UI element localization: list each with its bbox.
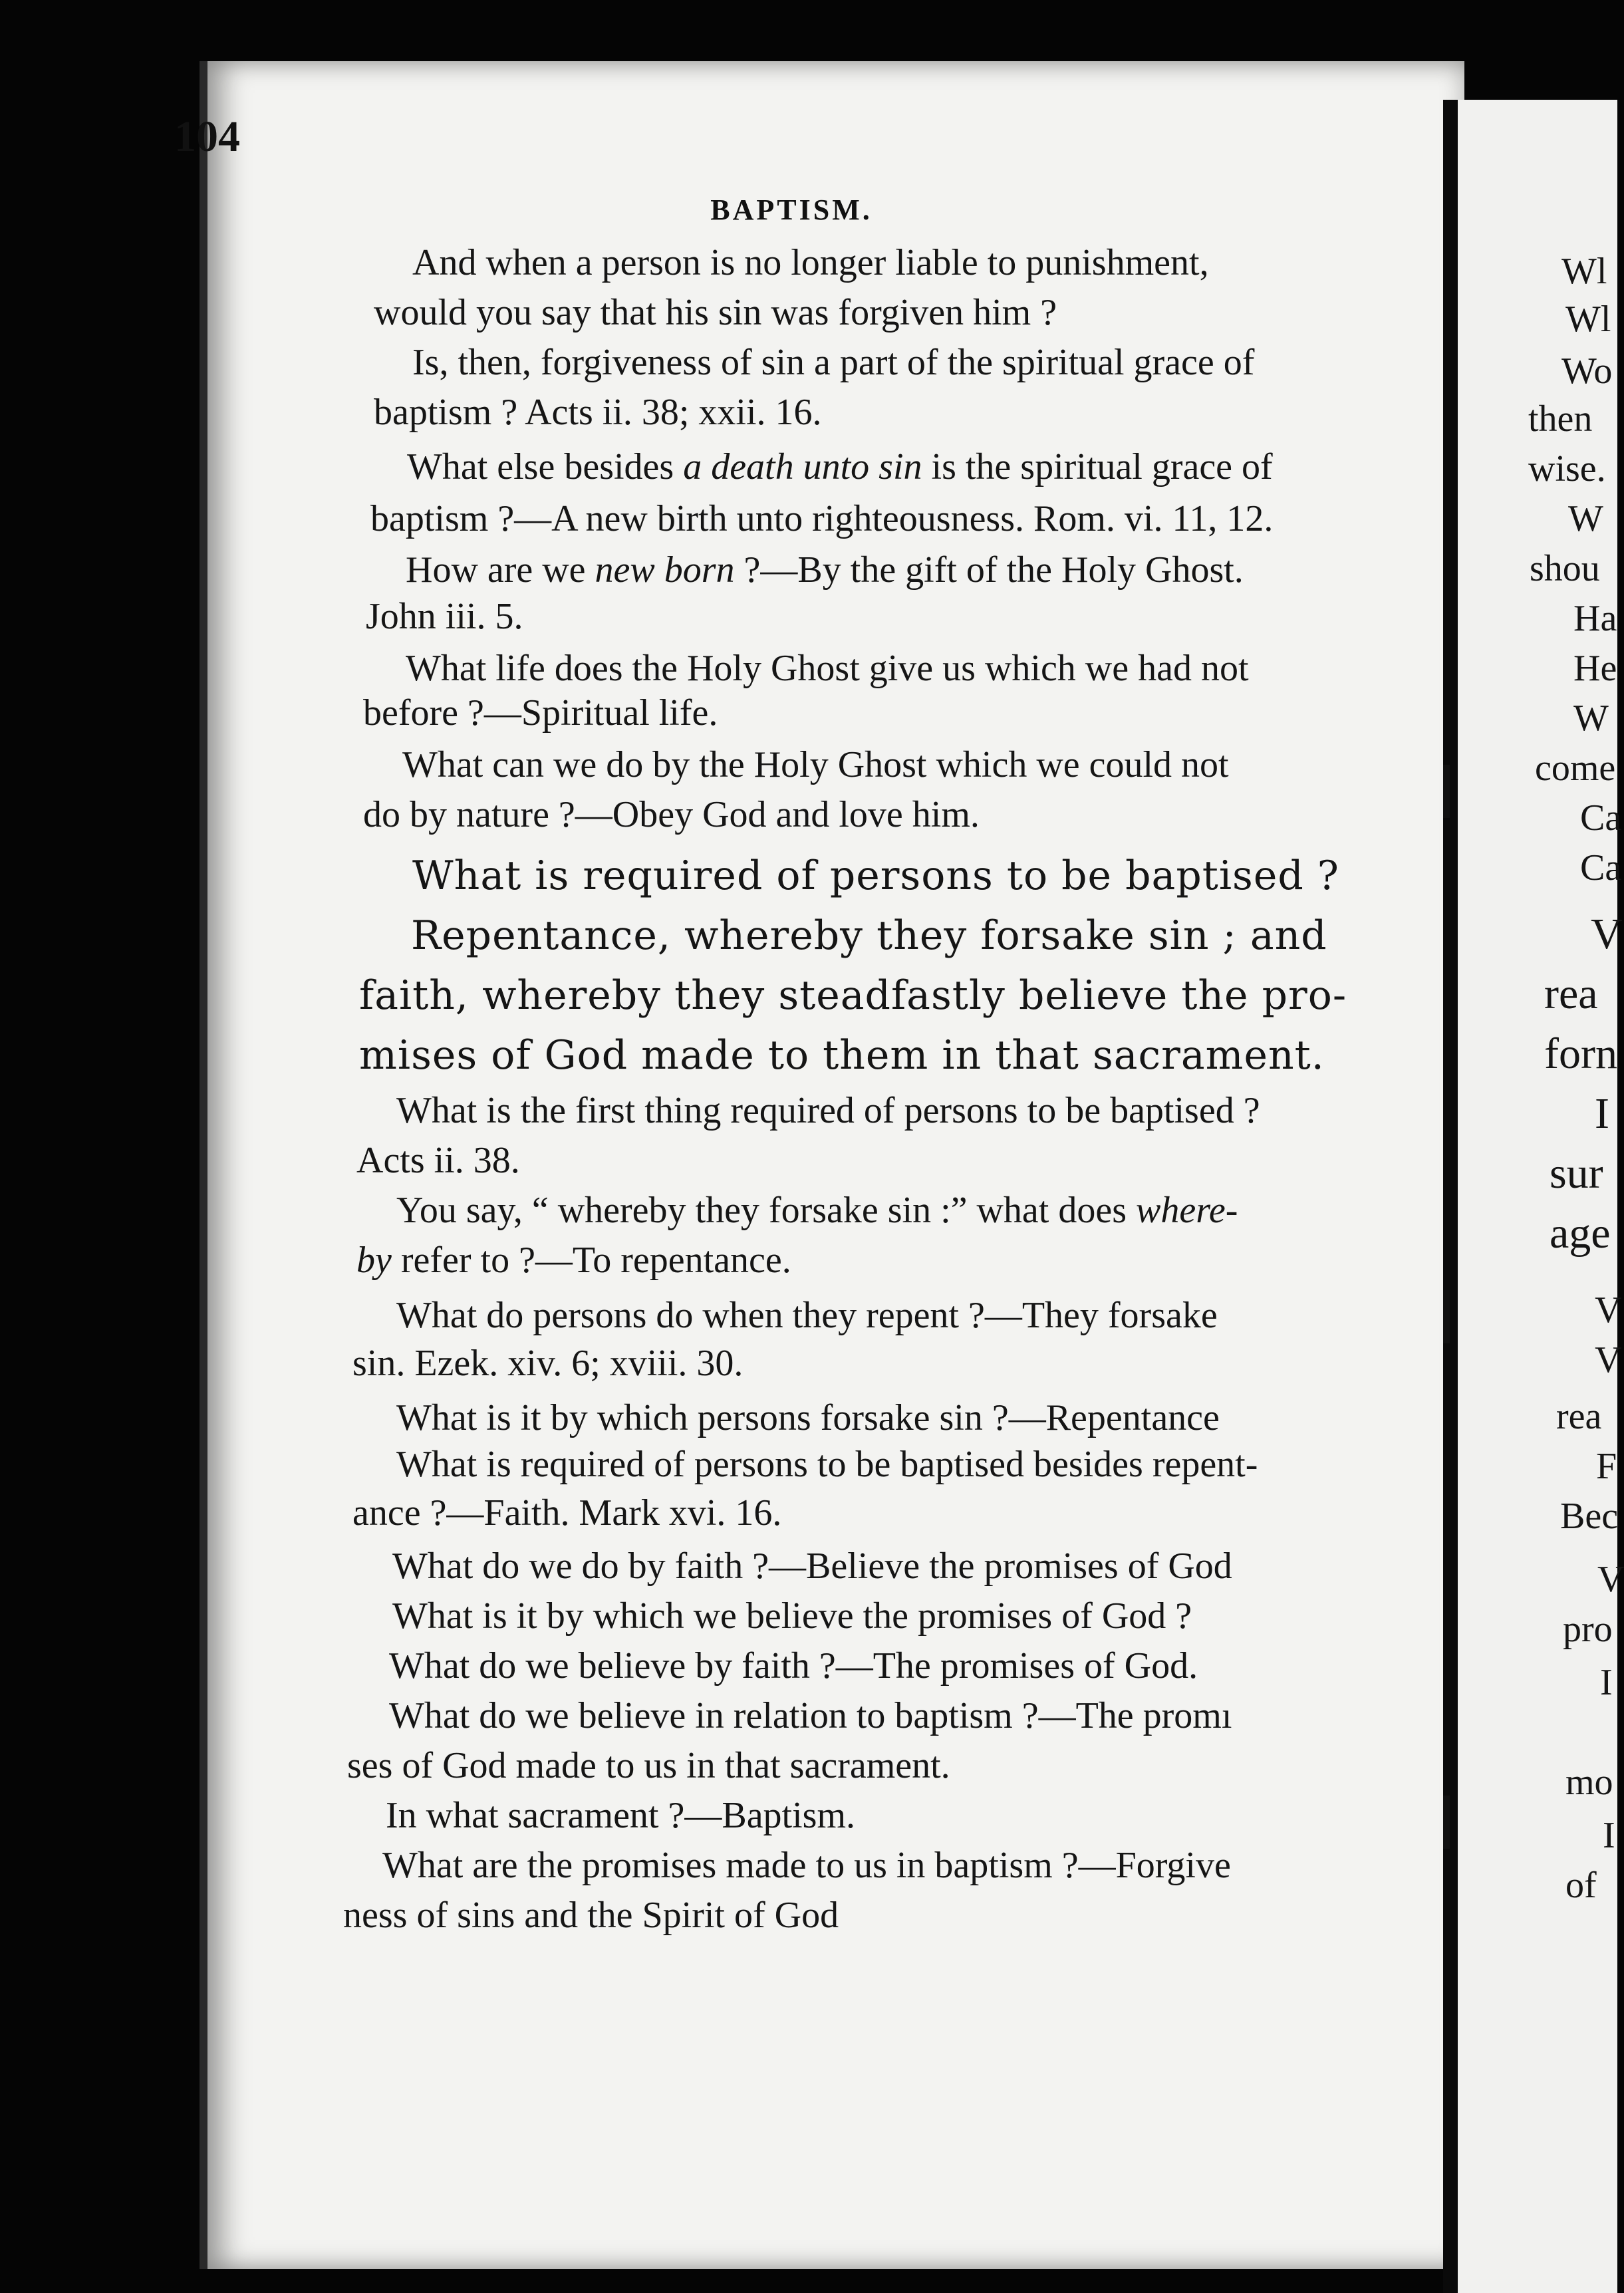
italic-phrase: by bbox=[356, 1240, 392, 1281]
text-line: baptism ? Acts ii. 38; xxii. 16. bbox=[374, 392, 822, 433]
cutoff-text-fragment: shou bbox=[1530, 548, 1600, 589]
gutter-tick-mark bbox=[1443, 765, 1450, 818]
text-line: What is required of persons to be baptised ? bbox=[412, 853, 1339, 899]
text-line: What is it by which persons forsake sin ?—Repentance bbox=[396, 1397, 1220, 1438]
text-segment: You say, “ whereby they forsake sin :” what does bbox=[396, 1190, 1136, 1231]
cutoff-text-fragment: Bec bbox=[1560, 1496, 1619, 1537]
cutoff-text-fragment: age bbox=[1550, 1209, 1611, 1258]
text-line: John iii. 5. bbox=[366, 596, 523, 637]
cutoff-text-fragment: He bbox=[1573, 648, 1617, 689]
cutoff-text-fragment: Ha bbox=[1573, 598, 1617, 639]
text-line: Acts ii. 38. bbox=[356, 1140, 520, 1181]
text-line bbox=[406, 551, 1244, 589]
cutoff-text-fragment: F bbox=[1596, 1446, 1617, 1487]
cutoff-text-fragment: Wo bbox=[1561, 350, 1613, 392]
cutoff-text-fragment: I bbox=[1595, 1089, 1609, 1138]
cutoff-text-fragment: Ca bbox=[1580, 797, 1622, 839]
page-number: 104 bbox=[174, 112, 240, 161]
text-line: And when a person is no longer liable to punishment, bbox=[412, 242, 1209, 283]
text-line: What life does the Holy Ghost give us which we had not bbox=[406, 648, 1249, 689]
text-line: before ?—Spiritual life. bbox=[363, 692, 718, 734]
text-line: In what sacrament ?—Baptism. bbox=[386, 1795, 856, 1836]
text-line: What do we believe by faith ?—The promises of God. bbox=[389, 1645, 1198, 1686]
text-segment: ?—By the gift of the Holy Ghost. bbox=[734, 549, 1244, 591]
cutoff-text-fragment: V bbox=[1595, 1339, 1622, 1381]
italic-phrase: a death unto sin bbox=[683, 446, 922, 487]
text-line: What do persons do when they repent ?—They forsake bbox=[396, 1295, 1218, 1336]
text-line: faith, whereby they steadfastly believe the pro- bbox=[359, 972, 1347, 1019]
text-line bbox=[356, 1242, 791, 1279]
gutter-tick-mark bbox=[1443, 1290, 1450, 1343]
text-segment: What else besides bbox=[407, 446, 684, 487]
cutoff-text-fragment: mo bbox=[1565, 1762, 1613, 1803]
text-line bbox=[396, 1192, 1238, 1229]
cutoff-text-fragment: rea bbox=[1556, 1396, 1602, 1437]
cutoff-text-fragment: I bbox=[1603, 1815, 1615, 1856]
cutoff-text-fragment: I bbox=[1600, 1662, 1613, 1703]
cutoff-text-fragment: V bbox=[1591, 910, 1623, 958]
text-line: do by nature ?—Obey God and love him. bbox=[363, 794, 980, 835]
text-line: sin. Ezek. xiv. 6; xviii. 30. bbox=[352, 1343, 744, 1384]
cutoff-text-fragment: then bbox=[1528, 398, 1593, 440]
cutoff-text-fragment: Wl bbox=[1561, 251, 1607, 292]
text-line: What do we do by faith ?—Believe the promises of God bbox=[392, 1546, 1232, 1587]
text-line: mises of God made to them in that sacrament. bbox=[359, 1032, 1325, 1079]
cutoff-text-fragment: rea bbox=[1544, 970, 1598, 1018]
cutoff-text-fragment: Wl bbox=[1565, 299, 1611, 340]
cutoff-text-fragment: wise. bbox=[1528, 448, 1606, 489]
text-line: would you say that his sin was forgiven him ? bbox=[374, 292, 1057, 333]
text-line: ses of God made to us in that sacrament. bbox=[347, 1745, 950, 1786]
cutoff-text-fragment: W bbox=[1573, 698, 1609, 739]
cutoff-text-fragment: V bbox=[1595, 1289, 1622, 1331]
text-line: Repentance, whereby they forsake sin ; and bbox=[411, 912, 1327, 959]
text-segment: How are we bbox=[406, 549, 595, 591]
text-line: What are the promises made to us in baptism ?—Forgive bbox=[382, 1845, 1231, 1886]
cutoff-text-fragment: V bbox=[1597, 1559, 1624, 1600]
cutoff-text-fragment: come bbox=[1535, 747, 1616, 789]
text-line: Is, then, forgiveness of sin a part of the spiritual grace of bbox=[412, 342, 1255, 383]
cutoff-text-fragment: of bbox=[1565, 1865, 1597, 1906]
text-line: What is it by which we believe the promises of God ? bbox=[392, 1595, 1192, 1637]
cutoff-text-fragment: W bbox=[1568, 498, 1603, 539]
text-line: What is required of persons to be baptised besides repent- bbox=[396, 1444, 1258, 1485]
running-head: BAPTISM. bbox=[710, 194, 873, 226]
cutoff-text-fragment: sur bbox=[1550, 1149, 1603, 1198]
text-line bbox=[407, 448, 1273, 485]
text-line: What is the first thing required of persons to be baptised ? bbox=[396, 1090, 1260, 1131]
cutoff-text-fragment: pro bbox=[1563, 1609, 1613, 1650]
text-line: What do we believe in relation to baptism ?—The promı bbox=[389, 1695, 1232, 1736]
gutter-tick-mark bbox=[1443, 1796, 1450, 1849]
text-segment: is the spiritual grace of bbox=[922, 446, 1273, 487]
text-segment: refer to ?—To repentance. bbox=[391, 1240, 791, 1281]
italic-phrase: new born bbox=[595, 549, 735, 591]
italic-phrase: where- bbox=[1136, 1190, 1238, 1231]
text-line: ance ?—Faith. Mark xvi. 16. bbox=[352, 1492, 782, 1534]
text-line: ness of sins and the Spirit of God bbox=[343, 1895, 839, 1936]
book-gutter bbox=[1443, 100, 1458, 2293]
text-line: baptism ?—A new birth unto righteousness. Rom. vi. 11, 12. bbox=[370, 498, 1274, 539]
cutoff-text-fragment: Ca bbox=[1580, 847, 1622, 888]
cutoff-text-fragment: forn bbox=[1544, 1029, 1617, 1078]
text-line: What can we do by the Holy Ghost which we could not bbox=[402, 744, 1229, 785]
